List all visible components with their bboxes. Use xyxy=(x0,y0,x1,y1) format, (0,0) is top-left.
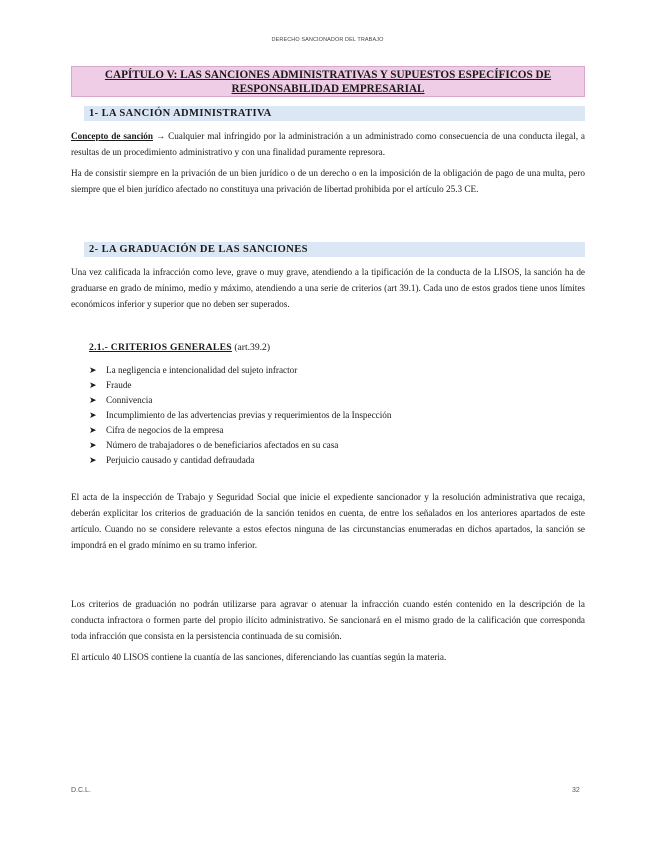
arrow-bullet-icon: ➤ xyxy=(89,410,97,420)
list-item xyxy=(89,438,391,453)
criteria-text: Número de trabajadores o de beneficiarios afectados en su casa xyxy=(106,440,339,450)
concept-paragraph xyxy=(71,128,585,160)
criteria-list xyxy=(89,363,391,468)
art40-paragraph: El artículo 40 LISOS contiene la cuantía de las sanciones, diferenciando las cuantías según la materia. xyxy=(71,652,447,662)
page-number: 32 xyxy=(572,787,580,794)
criteria-text: Cifra de negocios de la empresa xyxy=(106,425,224,435)
criteria-subheading xyxy=(89,342,270,353)
running-header: DERECHO SANCIONADOR DEL TRABAJO xyxy=(271,37,384,43)
list-item xyxy=(89,423,391,438)
chapter-title-line2: RESPONSABILIDAD EMPRESARIAL xyxy=(231,83,425,95)
chapter-title-line1: CAPÍTULO V: LAS SANCIONES ADMINISTRATIVAS Y SUPUESTOS ESPECÍFICOS DE xyxy=(104,69,552,81)
arrow-bullet-icon: ➤ xyxy=(89,440,97,450)
criteria-subheading-ref: (art.39.2) xyxy=(231,342,271,353)
list-item xyxy=(89,363,391,378)
criteria-text: Incumplimiento de las advertencias previas y requerimientos de la Inspección xyxy=(106,410,392,420)
section-2-heading: 2- LA GRADUACIÓN DE LAS SANCIONES xyxy=(84,242,585,257)
concept-text: Cualquier mal infringido por la administración a un administrado como consecuencia de una conducta ilegal, a resultas de un procedimiento administrativo y con una finalidad puramente represora. xyxy=(71,131,586,157)
criteria-subheading-title: 2.1.- CRITERIOS GENERALES xyxy=(89,342,232,353)
chapter-title xyxy=(71,66,585,97)
criteria-text: Connivencia xyxy=(106,395,153,405)
list-item xyxy=(89,408,391,423)
criteria-text: Perjuicio causado y cantidad defraudada xyxy=(106,455,255,465)
acta-paragraph: El acta de la inspección de Trabajo y Seguridad Social que inicie el expediente sancionador y la resolución administrativa que recaiga, deberán explicitar los criterios de graduación de la sanción tenidos en cuenta, de entre los señalados en los anteriores apartados de este artículo. Cuando no se considere relevante a estos efectos ninguna de las circunstancias enumeradas en dichos apartados, la sanción se impondrá en el grado mínimo en su tramo inferior. xyxy=(71,492,585,550)
sanction-paragraph: Ha de consistir siempre en la privación de un bien jurídico o de un derecho o en la imposición de la obligación de pago de una multa, pero siempre que el bien jurídico afectado no constituya una privación de libertad prohibida por el artículo 25.3 CE. xyxy=(71,168,585,194)
list-item xyxy=(89,393,391,408)
arrow-bullet-icon: ➤ xyxy=(89,395,97,405)
footer-author: D.C.L. xyxy=(71,787,91,794)
arrow-bullet-icon: ➤ xyxy=(89,365,97,375)
arrow-bullet-icon: ➤ xyxy=(89,455,97,465)
arrow-icon: → xyxy=(152,131,169,141)
section-1-heading: 1- LA SANCIÓN ADMINISTRATIVA xyxy=(84,106,585,121)
arrow-bullet-icon: ➤ xyxy=(89,425,97,435)
arrow-bullet-icon: ➤ xyxy=(89,380,97,390)
criteria-text: La negligencia e intencionalidad del sujeto infractor xyxy=(106,365,298,375)
criteria-usage-paragraph: Los criterios de graduación no podrán utilizarse para agravar o atenuar la infracción cuando estén contenido en la descripción de la conducta infractora o formen parte del propio ilícito administrativo. Se sancionará en el mismo grado de la calificación que corresponda toda infracción que consista en la persistencia continuada de su comisión. xyxy=(71,599,585,641)
criteria-text: Fraude xyxy=(106,380,132,390)
list-item xyxy=(89,453,391,468)
list-item xyxy=(89,378,391,393)
concept-label: Concepto de sanción xyxy=(71,131,153,141)
graduation-intro-paragraph: Una vez calificada la infracción como leve, grave o muy grave, atendiendo a la tipificación de la conducta de la LISOS, la sanción ha de graduarse en grado de mínimo, medio y máximo, atendiendo a una serie de criterios (art 39.1). Cada uno de estos grados tiene unos límites económicos inferior y superior que no deben ser superados. xyxy=(71,267,585,309)
